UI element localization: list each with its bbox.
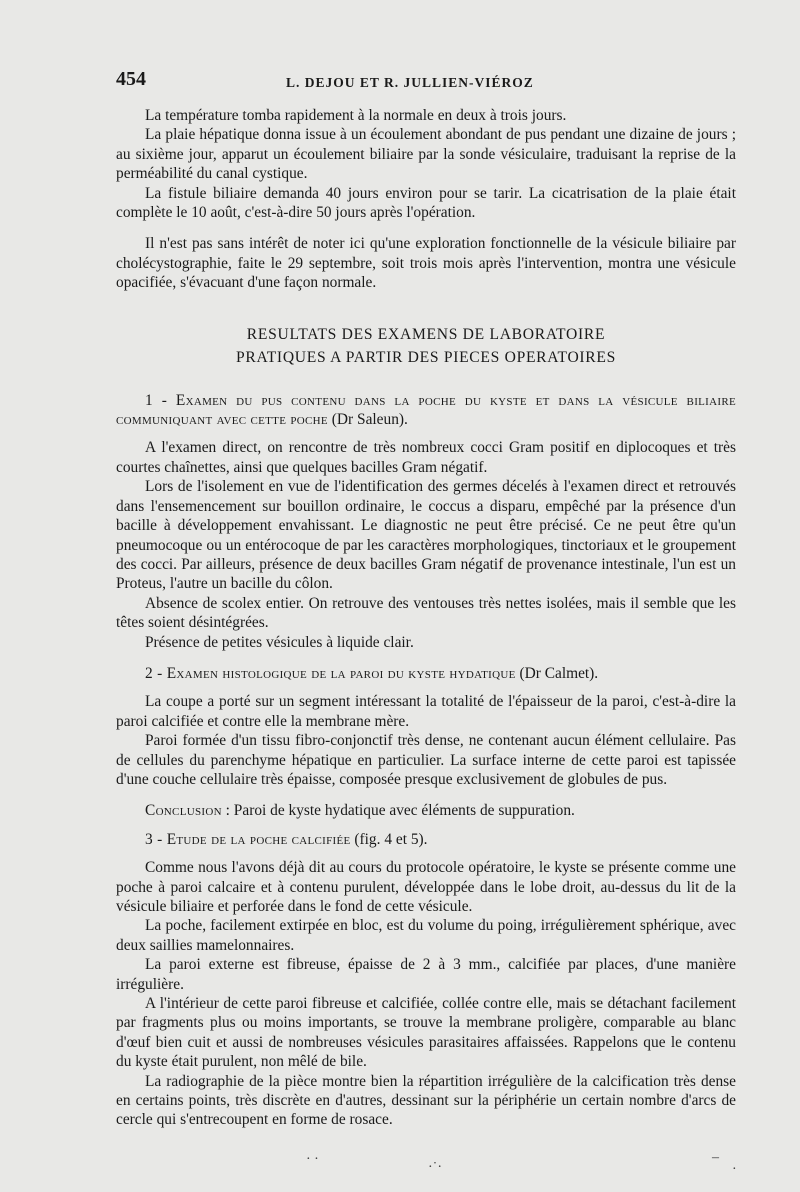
print-specks <box>116 1148 736 1178</box>
conclusion-label: Conclusion <box>145 802 222 820</box>
conclusion-text: : Paroi de kyste hydatique avec éléments de suppuration. <box>221 802 575 820</box>
figure-reference: (fig. 4 et 5). <box>354 830 428 848</box>
body-text <box>116 106 736 1130</box>
paragraph: La paroi externe est fibreuse, épaisse de 2 à 3 mm., calcifiée par places, d'une manière irrégulière. <box>116 956 736 993</box>
paragraph: Il n'est pas sans intérêt de noter ici qu'une exploration fonctionnelle de la vésicule biliaire par cholécystographie, faite le 29 septembre, soit trois mois après l'intervention, montra une vésicule opacifiée, s'évacuant d'une façon normale. <box>116 235 736 292</box>
conclusion <box>116 801 736 820</box>
section-title-line: PRATIQUES A PARTIR DES PIECES OPERATOIRES <box>236 348 616 366</box>
paragraph: Présence de petites vésicules à liquide clair. <box>145 633 414 651</box>
exam-heading-label: 2 - Examen histologique de la paroi du kyste hydatique <box>145 664 516 682</box>
page-header <box>116 70 736 92</box>
exam-author: (Dr Calmet). <box>519 664 599 682</box>
paragraph: La poche, facilement extirpée en bloc, est du volume du poing, irrégulièrement sphérique, avec deux saillies mamelonnaires. <box>116 917 736 954</box>
exam-heading-label: 1 - Examen du pus contenu dans la poche du kyste et dans la vésicule biliaire communiquant avec cette poche <box>116 391 736 429</box>
exam-heading <box>116 830 736 849</box>
exam-author: (Dr Saleun). <box>331 411 408 429</box>
paragraph: La radiographie de la pièce montre bien la répartition irrégulière de la calcification très dense en certains points, très discrète en d'autres, dessinant sur la périphérie un certain nombre d'arcs de cercle qui s'entrecoupent en forme de rosace. <box>116 1072 736 1129</box>
exam-heading-label: 3 - Etude de la poche calcifiée <box>145 830 351 848</box>
section-title-line: RESULTATS DES EXAMENS DE LABORATOIRE <box>246 325 606 343</box>
paragraph: Paroi formée d'un tissu fibro-conjonctif très dense, ne contenant aucun élément cellulaire. Pas de cellules du parenchyme hépatique en particulier. La surface interne de cette paroi est tapissée d'une couche cellulaire très épaisse, composée presque exclusivement de globules de pus. <box>116 732 736 788</box>
paragraph: La coupe a porté sur un segment intéressant la totalité de l'épaisseur de la paroi, c'est-à-dire la paroi calcifiée et contre elle la membrane mère. <box>116 693 736 730</box>
paragraph: La fistule biliaire demanda 40 jours environ pour se tarir. La cicatrisation de la plaie était complète le 10 août, c'est-à-dire 50 jours après l'opération. <box>116 184 736 222</box>
paragraph: Absence de scolex entier. On retrouve des ventouses très nettes isolées, mais il semble que les têtes soient désintégrées. <box>116 594 736 632</box>
paragraph: Comme nous l'avons déjà dit au cours du protocole opératoire, le kyste se présente comme une poche à paroi calcaire et à contenu purulent, développée dans le lobe droit, au-dessus du lit de la vésicule biliaire et perforée dans le fond de cette vésicule. <box>116 859 736 915</box>
page-number: 454 <box>116 68 146 90</box>
running-head: L. DEJOU ET R. JULLIEN-VIÉROZ <box>286 75 534 90</box>
exam-heading <box>116 664 736 683</box>
ink-speck: · · <box>306 1152 319 1167</box>
paragraph: A l'intérieur de cette paroi fibreuse et calcifiée, collée contre elle, mais se détachant facilement par fragments plus ou moins importants, se trouve la membrane proligère, comparable au blanc d'œuf bien cuit et aussi de nombreuses vésicules parasitaires affaissées. Rappelons que le contenu du kyste était purulent, non mêlé de bile. <box>116 995 736 1071</box>
exam-heading <box>116 391 736 430</box>
paragraph: Lors de l'isolement en vue de l'identification des germes décelés à l'examen direct et retrouvés dans l'ensemencement sur bouillon ordinaire, le coccus a disparu, empêché par la présence d'un bacille à développement envahissant. Le diagnostic ne peut être précisé. Ce ne peut être qu'un pneumocoque ou un entérocoque de par les caractères morphologiques, tinctoriaux et le groupement des cocci. Par ailleurs, présence de deux bacilles Gram négatif de provenance intestinale, l'un est un Proteus, l'autre un bacille du côlon. <box>116 478 736 593</box>
paragraph: A l'examen direct, on rencontre de très nombreux cocci Gram positif en diplocoques et très courtes chaînettes, ainsi que quelques bacilles Gram négatif. <box>116 439 736 476</box>
ink-speck: · <box>732 1162 737 1177</box>
paragraph: La température tomba rapidement à la normale en deux à trois jours. <box>145 107 567 124</box>
paragraph: La plaie hépatique donna issue à un écoulement abondant de pus pendant une dizaine de jours ; au sixième jour, apparut un écoulement biliaire par la sonde vésiculaire, traduisant la reprise de la perméabilité du canal cystique. <box>116 126 736 183</box>
section-title <box>116 323 736 369</box>
ink-speck: ·˙· <box>428 1160 442 1175</box>
ink-speck: – <box>712 1150 719 1165</box>
